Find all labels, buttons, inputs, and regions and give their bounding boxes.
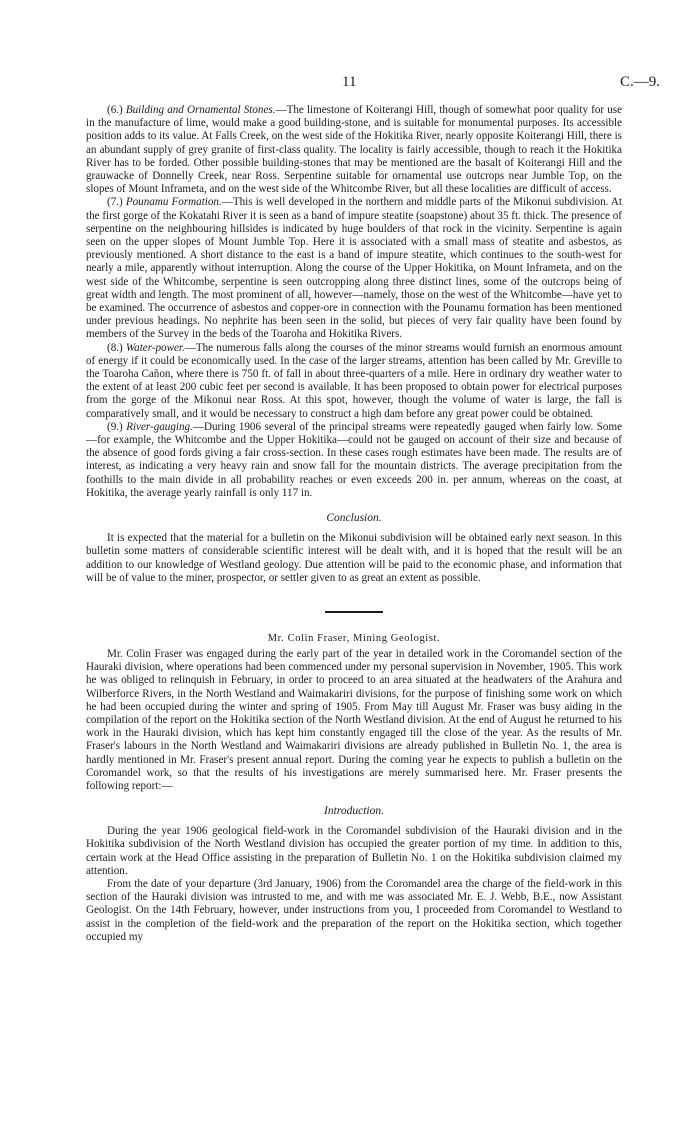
paragraph-water-power: (8.) Water-power.—The numerous falls along the courses of the minor streams would furnish an enormous amount of energy if it could be economically used. In the case of the larger streams, attention has been called by Mr. Greville to the Toaroha Cañon, where there is 750 ft. of fall in about three-quarters of a mile. Here in ordinary dry weather water to the extent of at least 200 cubic feet per second is available. It has been proposed to obtain power for electrical purposes from the gorge of the Mikonui near Ross. At this spot, however, though the volume of water is large, the fall is comparatively small, and it would be necessary to construct a high dam before any great power could be obtained. <box>86 341 622 420</box>
page-header <box>0 74 700 94</box>
paragraph-fraser-summary: Mr. Colin Fraser was engaged during the early part of the year in detailed work in the Coromandel section of the Hauraki division, where operations had been commenced under my personal supervision in November, 1905. This work he was obliged to relinquish in February, in order to proceed to an area situated at the headwaters of the Arahura and Wilberforce Rivers, in the North Westland and Waimakariri divisions, for the purpose of finishing some work on which he had been occupied during the winter and spring of 1905. From May till August Mr. Fraser was busy aiding in the compilation of the report on the Hokitika section of the North Westland division. At the end of August he returned to his work in the Hauraki division, which has kept him constantly engaged till the close of the year. As the results of Mr. Fraser's labours in the North Westland and Waimakariri divisions are already published in Bulletin No. 1, the area is hardly mentioned in Mr. Fraser's present annual report. During the coming year he expects to publish a bulletin on the Coromandel work, so that the results of his investigations are merely summarised here. Mr. Fraser presents the following report:— <box>86 647 622 792</box>
paragraph-introduction-2: From the date of your departure (3rd January, 1906) from the Coromandel area the charge of the field-work in this section of the Hauraki division was intrusted to me, and with me was associated Mr. E. J. Webb, B.E., now Assistant Geologist. On the 14th February, however, under instructions from you, I proceeded from Coromandel to Westland to assist in the completion of the field-work and the preparation of the report on the Hokitika section, which together occupied my <box>86 877 622 943</box>
paragraph-introduction-1: During the year 1906 geological field-work in the Coromandel subdivision of the Hauraki division and in the Hokitika subdivision of the North Westland division has occupied the greater portion of my time. In addition to this, certain work at the Head Office assisting in the preparation of Bulletin No. 1 on the Hokitika subdivision claimed my attention. <box>86 825 622 877</box>
heading-river-gauging: River-gauging. <box>126 420 193 433</box>
page-number: 11 <box>342 74 357 90</box>
paragraph-river-gauging: (9.) River-gauging.—During 1906 several of the principal streams were repeatedly gauged when fairly low. Some—for example, the Whitcombe and the Upper Hokitika—could not be gauged on account of their size and because of the absence of good fords giving a fair cross-section. In these cases rough estimates have been made. The results are of interest, as indicating a very heavy rain and snow fall for the mountain districts. The average precipitation from the foothills to the main divide in all probability reaches or even exceeds 200 in. per annum, whereas on the coast, at Hokitika, the average yearly rainfall is only 117 in. <box>86 420 623 499</box>
heading-building-stones: Building and Ornamental Stones. <box>125 104 276 116</box>
heading-water-power: Water-power. <box>125 341 185 354</box>
conclusion-heading: Conclusion. <box>326 512 382 525</box>
page-body <box>86 104 622 944</box>
section-divider <box>325 611 383 613</box>
document-code: C.—9. <box>619 74 660 90</box>
paragraph-building-stones: (6.) Building and Ornamental Stones.—The limestone of Koiterangi Hill, though of somewhat poor quality for use in the manufacture of lime, would make a good building-stone, and is suitable for monumental purposes. Its accessible position adds to its value. At Falls Creek, on the west side of the Hokitika River, nearly opposite Koiterangi Hill, there is an abundant supply of grey granite of first-class quality. The locality is fairly accessible, though to reach it the Hokitika River has to be forded. Other possible building-stones that may be mentioned are the basalt of Koiterangi Hill and the grauwacke of Donnelly Creek, near Ross. Serpentine suitable for ornamental use outcrops near Jumble Top, on the slopes of Mount Inframeta, and on the west side of the Whitcombe River, but all these localities are difficult of access. <box>86 104 623 196</box>
paragraph-conclusion: It is expected that the material for a bulletin on the Mikonui subdivision will be obtained early next season. In this bulletin some matters of considerable scientific interest will be dealt with, and it is hoped that the result will be an addition to our knowledge of Westland geology. Due attention will be paid to the economic phase, and information that will be of value to the miner, prospector, or settler given to as great an extent as possible. <box>86 532 622 584</box>
paragraph-pounamu-formation: (7.) Pounamu Formation.—This is well developed in the northern and middle parts of the Mikonui subdivision. At the first gorge of the Kokatahi River it is seen as a band of impure steatite (soapstone) about 35 ft. thick. The presence of serpentine on the neighbouring hillsides is indicated by huge boulders of that rock in the vicinity. Serpentine is again seen on the upper slopes of Mount Jumble Top. Here it is associated with a small mass of steatite and asbestos, as previously mentioned. A short distance to the east is a band of impure steatite, which continues to the south-west for nearly a mile, apparently without interruption. Along the course of the Upper Hokitika, on Mount Inframeta, and on the west side of the Whitcombe, serpentine is seen outcropping along three distinct lines, some of the outcrops being of great width and length. The most prominent of all, however—namely, those on the west of the Whitcombe—have yet to be examined. The occurrence of asbestos and copper-ore in connection with the Pounamu formation has been mentioned under previous headings. No nephrite has been seen in the solid, but pieces of very fair quality have been found by members of the Survey in the beds of the Toaroha and Hokitika Rivers. <box>86 196 623 341</box>
fraser-section-heading: Mr. Colin Fraser, Mining Geologist. <box>267 632 441 644</box>
heading-pounamu-formation: Pounamu Formation. <box>125 196 222 209</box>
introduction-heading: Introduction. <box>324 805 384 818</box>
